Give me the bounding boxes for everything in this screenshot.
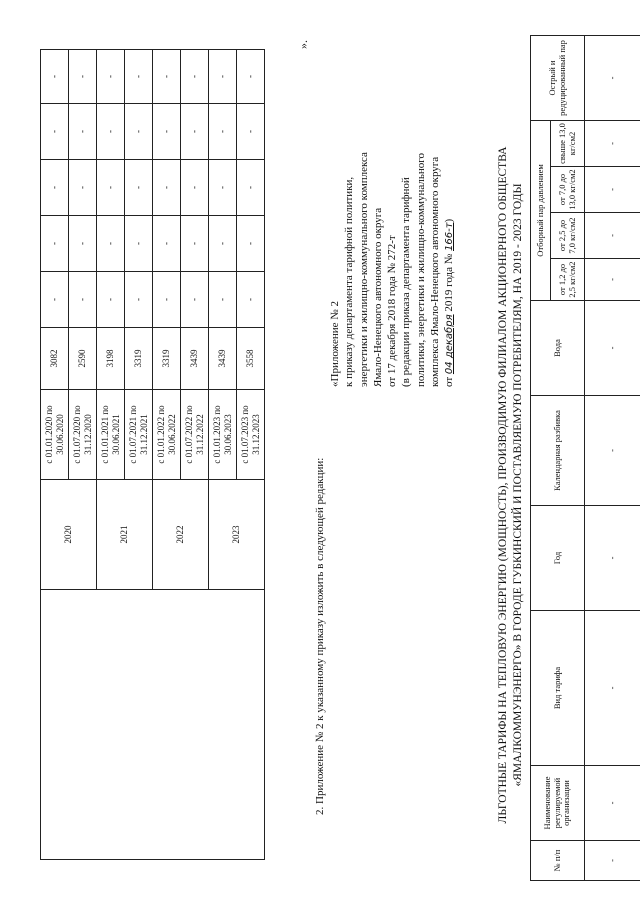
period-cell: с 01.07.2021 по 31.12.2021 <box>125 390 153 480</box>
dash-cell: - <box>69 50 97 104</box>
period-cell: с 01.01.2022 по 30.06.2022 <box>153 390 181 480</box>
row-cell: - <box>585 120 640 166</box>
value-cell: 2590 <box>69 328 97 390</box>
dash-cell: - <box>41 160 69 216</box>
dash-cell: - <box>69 160 97 216</box>
dash-cell: - <box>125 160 153 216</box>
dash-cell: - <box>125 50 153 104</box>
dash-cell: - <box>237 50 265 104</box>
dash-cell: - <box>41 104 69 160</box>
dash-cell: - <box>153 216 181 272</box>
period-cell: с 01.07.2020 по 31.12.2020 <box>69 390 97 480</box>
header-steam-4: свыше 13,0 кг/см2 <box>551 120 585 166</box>
dash-cell: - <box>209 104 237 160</box>
dash-cell: - <box>237 160 265 216</box>
header-sharp-steam: Острый и редуцированный пар <box>531 35 585 120</box>
header-calendar: Календарная разбивка <box>531 396 585 506</box>
period-cell: с 01.07.2023 по 31.12.2023 <box>237 390 265 480</box>
header-num: № п/п <box>531 841 585 881</box>
value-cell: 3439 <box>181 328 209 390</box>
period-cell: с 01.07.2022 по 31.12.2022 <box>181 390 209 480</box>
appendix-line: от 17 декабря 2018 года № 272-т <box>386 235 399 387</box>
dash-cell: - <box>181 272 209 328</box>
row-cell: - <box>585 167 640 213</box>
dash-cell: - <box>153 272 181 328</box>
dash-cell: - <box>125 104 153 160</box>
title-line-1: ЛЬГОТНЫЕ ТАРИФЫ НА ТЕПЛОВУЮ ЭНЕРГИЮ (МОЩНОСТЬ), ПРОИЗВОДИМУЮ ФИЛИАЛОМ АКЦИОНЕРНОГО ОБЩЕСТВА <box>497 146 509 824</box>
header-water: Вода <box>531 301 585 396</box>
value-cell: 3319 <box>125 328 153 390</box>
value-cell: 3319 <box>153 328 181 390</box>
dash-cell: - <box>209 216 237 272</box>
appendix-date-line <box>442 27 456 387</box>
dash-cell: - <box>125 272 153 328</box>
period-cell: с 01.01.2020 по 30.06.2020 <box>41 390 69 480</box>
row-cell: - <box>585 841 640 881</box>
dash-cell: - <box>153 104 181 160</box>
row-cell: - <box>585 259 640 301</box>
dash-cell: - <box>237 216 265 272</box>
value-cell: 3198 <box>97 328 125 390</box>
continuation-row <box>41 50 69 860</box>
dash-cell: - <box>97 216 125 272</box>
appendix-line: «Приложение № 2 <box>329 300 341 387</box>
header-steam-2: от 2,5 до 7,0 кг/см2 <box>551 213 585 259</box>
year-cell: 2021 <box>97 480 153 590</box>
dash-cell: - <box>181 160 209 216</box>
dash-cell: - <box>181 216 209 272</box>
header-type: Вид тарифа <box>531 611 585 766</box>
header-steam-3: от 7,0 до 13,0 кг/см2 <box>551 167 585 213</box>
dash-cell: - <box>97 104 125 160</box>
dash-cell: - <box>209 272 237 328</box>
dash-cell: - <box>153 50 181 104</box>
appendix-line: к приказу департамента тарифной политики, <box>343 176 356 387</box>
tariff-table <box>530 35 640 881</box>
handwritten-number: 166-т <box>444 222 456 251</box>
appendix-line: комплекса Ямало-Ненецкого автономного округа <box>429 156 442 387</box>
dash-cell: - <box>69 104 97 160</box>
period-cell: с 01.01.2021 по 30.06.2021 <box>97 390 125 480</box>
dash-cell: - <box>41 216 69 272</box>
handwritten-date: 04 декабря <box>444 314 456 375</box>
quote-close: ». <box>296 40 310 49</box>
appendix-line: Ямало-Ненецкого автономного округа <box>371 207 384 387</box>
appendix-heading <box>328 27 457 387</box>
row-cell: - <box>585 213 640 259</box>
appendix-from: от <box>443 376 456 387</box>
header-year: Год <box>531 506 585 611</box>
dash-cell: - <box>181 104 209 160</box>
appendix-line: политики, энергетики и жилищно-коммунального <box>414 153 427 387</box>
row-cell: - <box>585 301 640 396</box>
dash-cell: - <box>125 216 153 272</box>
dash-cell: - <box>209 160 237 216</box>
dash-cell: - <box>97 160 125 216</box>
value-cell: 3439 <box>209 328 237 390</box>
header-steam-1: от 1,2 до 2,5 кг/см2 <box>551 259 585 301</box>
value-cell: 3082 <box>41 328 69 390</box>
row-cell: - <box>585 35 640 120</box>
dash-cell: - <box>181 50 209 104</box>
title-line-2: «ЯМАЛКОММУНЭНЕРГО» В ГОРОДЕ ГУБКИНСКИЙ И ПОСТАВЛЯЕМУЮ ПОТРЕБИТЕЛЯМ, НА 2019 - 2023 ГОДЫ <box>511 183 524 787</box>
dash-cell: - <box>41 272 69 328</box>
row-cell: - <box>585 766 640 841</box>
period-cell: с 01.01.2023 по 30.06.2023 <box>209 390 237 480</box>
continuation-table <box>40 49 265 860</box>
dash-cell: - <box>237 104 265 160</box>
row-cell: - <box>585 506 640 611</box>
header-org: Наименование регулируемой организации <box>531 766 585 841</box>
dash-cell: - <box>97 50 125 104</box>
dash-cell: - <box>153 160 181 216</box>
dash-cell: - <box>237 272 265 328</box>
appendix-line: (в редакции приказа департамента тарифной <box>400 177 413 387</box>
document-title <box>496 85 526 885</box>
year-cell: 2022 <box>153 480 209 590</box>
appendix-year: 2019 года № <box>443 253 456 312</box>
dash-cell: - <box>41 50 69 104</box>
header-steam: Отборный пар давлением <box>531 120 551 300</box>
row-cell: - <box>585 396 640 506</box>
appendix-line: энергетики и жилищно-коммунального комплекса <box>357 152 370 387</box>
appendix-close: ) <box>443 218 456 223</box>
instruction-text: 2. Приложение № 2 к указанному приказу изложить в следующей редакции: <box>314 457 326 815</box>
row-cell: - <box>585 611 640 766</box>
dash-cell: - <box>97 272 125 328</box>
continuation-blank-cell <box>41 590 265 860</box>
year-cell: 2020 <box>41 480 97 590</box>
year-cell: 2023 <box>209 480 265 590</box>
dash-cell: - <box>69 272 97 328</box>
dash-cell: - <box>69 216 97 272</box>
value-cell: 3558 <box>237 328 265 390</box>
dash-cell: - <box>209 50 237 104</box>
